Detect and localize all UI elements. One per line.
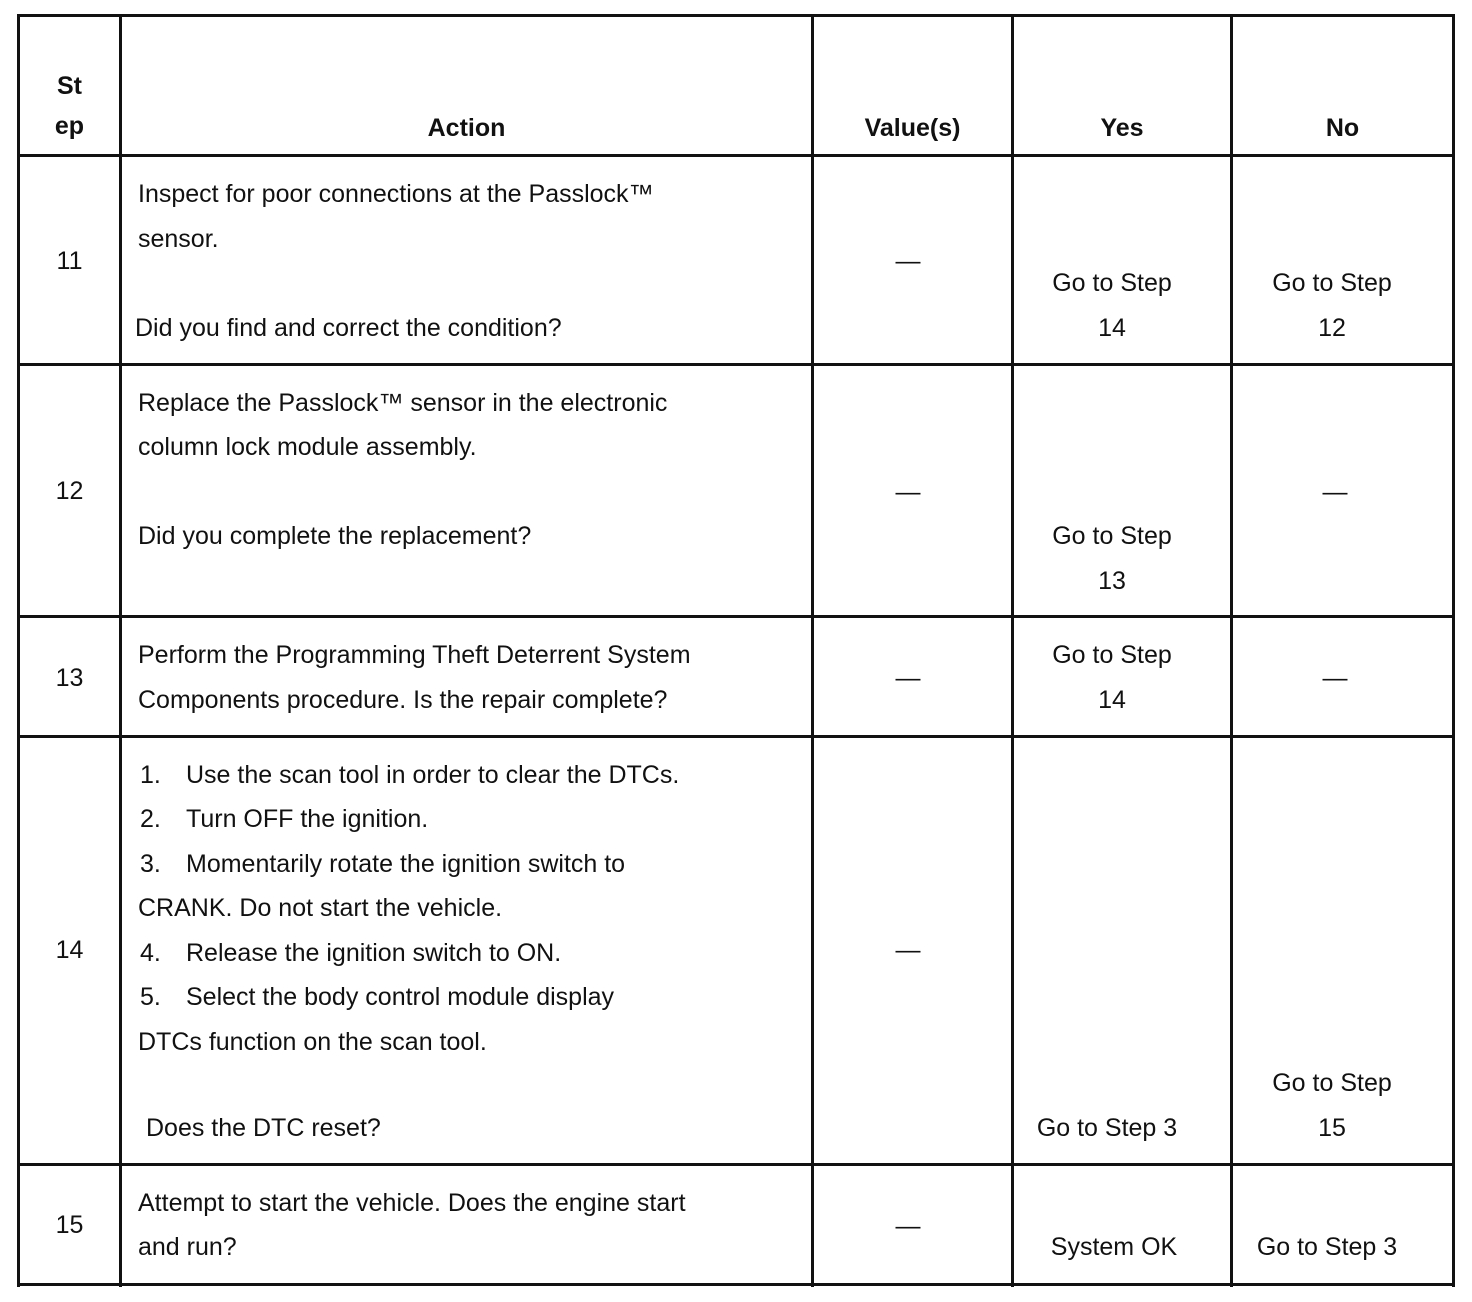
action-question: Did you complete the replacement? <box>138 522 532 550</box>
value-dash: — <box>895 247 921 275</box>
header-step: St ep <box>54 72 85 140</box>
no-result: Go to Step 15 <box>1272 1069 1392 1142</box>
table-border-bottom <box>17 1283 1455 1286</box>
row-divider <box>17 735 1455 738</box>
list-number: 3. <box>140 850 161 878</box>
action-text: Inspect for poor connections at the Passlock™ <box>138 180 654 208</box>
table-border-top <box>17 14 1455 17</box>
step-number: 12 <box>55 477 84 505</box>
yes-result: Go to Step 13 <box>1052 522 1172 595</box>
action-text: Components procedure. Is the repair complete? <box>138 686 668 714</box>
yes-result: Go to Step 14 <box>1052 269 1172 342</box>
yes-result: Go to Step 14 <box>1052 641 1172 714</box>
list-item: Select the body control module display <box>186 983 615 1011</box>
list-item: Use the scan tool in order to clear the DTCs. <box>186 761 680 789</box>
step-number: 11 <box>56 247 83 275</box>
list-item: Turn OFF the ignition. <box>186 805 429 833</box>
action-text: sensor. <box>138 225 219 253</box>
list-item-continued: DTCs function on the scan tool. <box>138 1028 487 1056</box>
yes-result: Go to Step 3 <box>1036 1114 1178 1142</box>
yes-result: System OK <box>1050 1233 1178 1261</box>
column-divider <box>811 14 814 1287</box>
row-divider <box>17 363 1455 366</box>
header-no: No <box>1325 114 1360 142</box>
action-text: Attempt to start the vehicle. Does the engine start <box>138 1189 686 1217</box>
no-result: Go to Step 3 <box>1256 1233 1398 1261</box>
step-number: 15 <box>55 1211 84 1239</box>
list-item: Momentarily rotate the ignition switch to <box>186 850 626 878</box>
no-result: — <box>1322 664 1348 692</box>
table-border-right <box>1452 14 1455 1287</box>
action-question: Did you find and correct the condition? <box>135 314 562 342</box>
value-dash: — <box>895 478 921 506</box>
no-result: Go to Step 12 <box>1272 269 1392 342</box>
header-action: Action <box>427 114 506 142</box>
row-divider <box>17 615 1455 618</box>
header-divider <box>17 154 1455 157</box>
list-number: 1. <box>140 761 161 789</box>
action-text: and run? <box>138 1233 237 1261</box>
value-dash: — <box>895 664 921 692</box>
action-text: Perform the Programming Theft Deterrent System <box>138 641 691 669</box>
header-values: Value(s) <box>864 114 961 142</box>
row-divider <box>17 1163 1455 1166</box>
list-number: 2. <box>140 805 161 833</box>
list-number: 5. <box>140 983 161 1011</box>
column-divider <box>119 14 122 1287</box>
list-item: Release the ignition switch to ON. <box>186 939 562 967</box>
no-result: — <box>1322 478 1348 506</box>
header-yes: Yes <box>1100 114 1144 142</box>
action-text: column lock module assembly. <box>138 433 477 461</box>
value-dash: — <box>895 936 921 964</box>
table-border-left <box>17 14 20 1287</box>
step-number: 13 <box>55 664 84 692</box>
step-number: 14 <box>55 936 84 964</box>
value-dash: — <box>895 1212 921 1240</box>
list-number: 4. <box>140 939 161 967</box>
list-item-continued: CRANK. Do not start the vehicle. <box>138 894 503 922</box>
action-text: Replace the Passlock™ sensor in the electronic <box>138 389 668 417</box>
action-question: Does the DTC reset? <box>146 1114 381 1142</box>
